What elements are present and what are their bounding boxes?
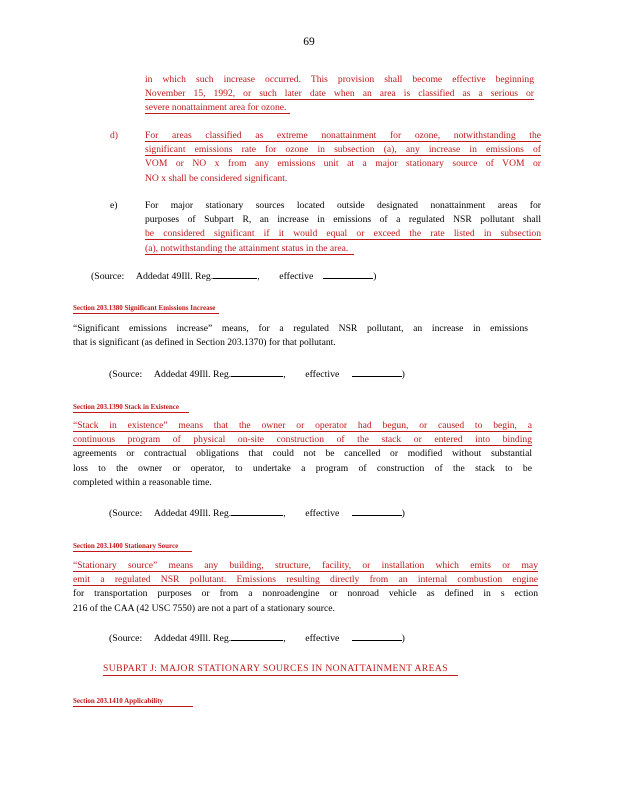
item-e-paragraph [145, 199, 541, 256]
text-line: VOM or NO x from any emissions unit at a major stationary source of VOM or [145, 158, 541, 170]
reg-blank [213, 268, 257, 279]
text-line: 216 of the CAA (42 USC 7550) are not a part of a stationary source. [73, 602, 335, 614]
text-line: agreements or contractual obligations that could not be cancelled or modified without substantial [73, 448, 532, 460]
text-line: loss to the owner or operator, to undertake a program of construction of the stack to be [73, 462, 532, 474]
section-1380-body [73, 322, 528, 350]
reg-blank [231, 366, 283, 377]
text-line: continuous program of physical on-site construction of the stack or entered into binding [73, 434, 532, 446]
section-1390-body [73, 419, 532, 490]
text-line: severe nonattainment area for ozone. [145, 102, 290, 114]
effective-blank [352, 366, 402, 377]
page-number: 69 [303, 36, 315, 48]
section-heading: Section 203.1400 Stationary Source [73, 542, 192, 552]
text-line: for transportation purposes or from a nonroadengine or nonroad vehicle as defined in s ection [73, 588, 538, 600]
source-note: (Source: Addedat 49Ill. Reg. , effective ) [91, 268, 376, 282]
text-line: (a), notwithstanding the attainment status in the area. [145, 243, 354, 255]
text-line: significant emissions rate for ozone in subsection (a), any increase in emissions of [145, 144, 541, 156]
text-line: be considered significant if it would equal or exceed the rate listed in subsection [145, 228, 541, 240]
reg-blank [231, 505, 283, 516]
text-line: purposes of Subpart R, an increase in emissions of a regulated NSR pollutant shall [145, 214, 541, 226]
text-line: November 15, 1992, or such later date when an area is classified as a serious or [145, 88, 534, 100]
section-heading: Section 203.1380 Significant Emissions Increase [73, 304, 219, 314]
text-line: that is significant (as defined in Section 203.1370) for that pollutant. [73, 337, 336, 349]
source-note: (Source: Addedat 49Ill. Reg. , effective ) [109, 630, 405, 644]
item-d-paragraph [145, 129, 541, 186]
text-line: NO x shall be considered significant. [145, 172, 288, 184]
reg-blank [231, 630, 283, 641]
text-line: For areas classified as extreme nonattainment for ozone, notwithstanding the [145, 130, 541, 141]
source-note: (Source: Addedat 49Ill. Reg. , effective ) [109, 366, 405, 380]
source-note: (Source: Addedat 49Ill. Reg. , effective ) [109, 505, 405, 519]
text-line: For major stationary sources located outside designated nonattainment areas for [145, 200, 541, 211]
section-heading: Section 203.1390 Stack in Existence [73, 403, 189, 413]
text-line: completed within a reasonable time. [73, 476, 212, 488]
effective-blank [352, 630, 402, 641]
text-line: “Stack in existence” means that the owner or operator had begun, or caused to begin, a [73, 420, 532, 431]
text-line: in which such increase occurred. This provision shall become effective beginning [145, 74, 534, 85]
section-1400-body [73, 559, 538, 616]
subpart-heading: SUBPART J: MAJOR STATIONARY SOURCES IN NONATTAINMENT AREAS [103, 663, 458, 676]
effective-blank [323, 268, 373, 279]
text-line: “Stationary source” means any building, structure, facility, or installation which emits or may [73, 560, 538, 571]
text-line: “Significant emissions increase” means, for a regulated NSR pollutant, an increase in emissions [73, 323, 528, 334]
text-line: emit a regulated NSR pollutant. Emissions resulting directly from an internal combustion engine [73, 574, 538, 586]
effective-blank [352, 505, 402, 516]
section-heading: Section 203.1410 Applicability [73, 697, 193, 707]
item-e-label: e) [110, 200, 118, 211]
item-d-label: d) [110, 130, 118, 141]
continuation-paragraph [145, 73, 534, 116]
